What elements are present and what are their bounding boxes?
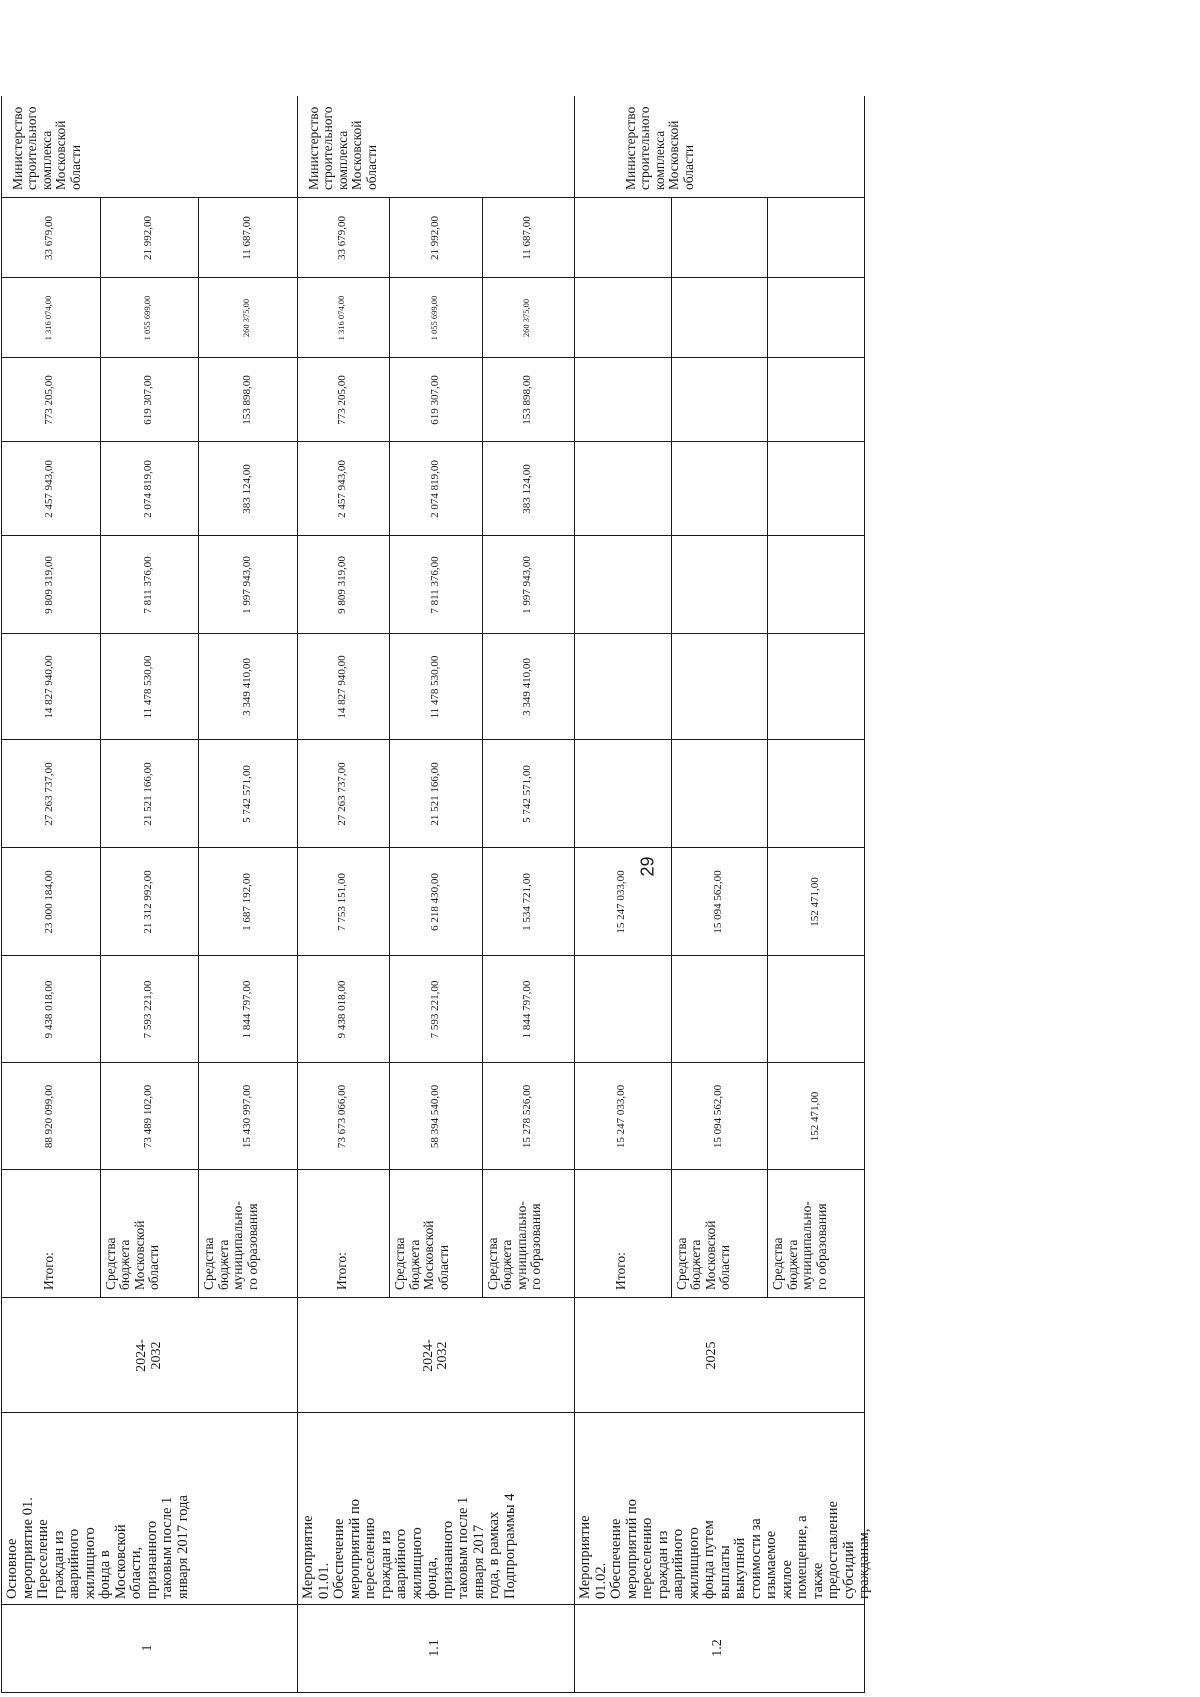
- implementation-period: 2024- 2032: [134, 1339, 164, 1372]
- funding-value: 5 742 571,00: [240, 765, 253, 823]
- funding-source-label: Средства бюджета муниципально- го образования: [770, 1201, 829, 1290]
- grid-line: [574, 357, 864, 358]
- funding-value: 1 055 699,00: [428, 295, 439, 341]
- funding-value: 383 124,00: [520, 464, 533, 514]
- funding-value: 1 055 699,00: [142, 295, 152, 341]
- funding-value: 3 349 410,00: [520, 658, 533, 716]
- row-index: 1.1: [426, 1639, 442, 1657]
- grid-line: [574, 633, 864, 634]
- row-index: 1: [140, 1644, 155, 1652]
- grid-line: [1, 1692, 297, 1693]
- grid-line: [574, 1692, 864, 1693]
- implementation-period: 2025: [704, 1341, 719, 1370]
- funding-source-label: Средства бюджета Московской области: [392, 1220, 451, 1290]
- grid-line: [198, 198, 199, 1298]
- grid-line: [574, 739, 864, 740]
- funding-value: 27 263 737,00: [336, 762, 349, 826]
- funding-value: 619 307,00: [142, 375, 154, 425]
- funding-value: 21 992,00: [428, 216, 441, 260]
- funding-value: 73 673 066,00: [336, 1084, 349, 1149]
- funding-value: 773 205,00: [336, 375, 349, 425]
- funding-value: 1 316 074,00: [43, 295, 54, 341]
- funding-value: 3 349 410,00: [240, 658, 253, 716]
- grid-line: [574, 96, 575, 1693]
- funding-value: 2 074 819,00: [142, 460, 154, 518]
- funding-value: 383 124,00: [240, 464, 253, 514]
- funding-value: 260 375,00: [240, 298, 251, 338]
- responsible-executor: Министерство строительного комплекса Московской области: [10, 106, 83, 190]
- funding-value: 619 307,00: [428, 375, 441, 425]
- funding-value: 21 992,00: [142, 216, 154, 260]
- funding-value: 9 809 319,00: [336, 556, 349, 614]
- funding-value: 33 679,00: [336, 216, 349, 260]
- funding-source-label: Средства бюджета Московской области: [673, 1220, 732, 1290]
- funding-value: 9 438 018,00: [336, 980, 349, 1039]
- grid-line: [389, 198, 390, 1298]
- funding-value: 11 478 530,00: [142, 655, 154, 719]
- funding-source-label: Средства бюджета Московской области: [102, 1220, 161, 1290]
- total-label: Итого:: [334, 1252, 350, 1290]
- page-number: 29: [637, 856, 658, 877]
- grid-line: [671, 198, 672, 1298]
- funding-value: 15 094 562,00: [712, 1084, 724, 1149]
- funding-value: 1 534 721,00: [520, 873, 533, 931]
- funding-value: 1 844 797,00: [240, 980, 253, 1039]
- grid-line: [574, 441, 864, 442]
- funding-value: 773 205,00: [43, 375, 56, 425]
- activity-name: Мероприятие 01.01. Обеспечение мероприятий по переселению граждан из аварийного жилищного фонда, признанного таковым после 1 января 2017 года, в рамках Подпрограммы 4: [300, 1493, 518, 1599]
- funding-value: 7 753 151,00: [336, 873, 349, 931]
- funding-value: 1 997 943,00: [520, 556, 533, 614]
- funding-value: 153 898,00: [520, 375, 533, 425]
- funding-value: 11 478 530,00: [428, 655, 441, 719]
- funding-value: 260 375,00: [520, 298, 531, 338]
- funding-value: 11 687,00: [240, 216, 253, 260]
- total-label: Итого:: [41, 1252, 57, 1290]
- funding-value: 88 920 099,00: [43, 1084, 56, 1149]
- funding-value: 152 471,00: [808, 1091, 821, 1142]
- funding-value: 11 687,00: [520, 216, 533, 260]
- funding-value: 2 074 819,00: [428, 460, 441, 518]
- funding-source-label: Средства бюджета муниципально- го образования: [201, 1201, 260, 1290]
- activity-name: Мероприятие 01.02. Обеспечение мероприятий по переселению граждан из аварийного жилищного фонда путем выплаты выкупной стоимости за изымаемое жилое помещение, а также предоставление субсидий гражданам,: [577, 1498, 872, 1599]
- grid-line: [574, 1604, 864, 1605]
- funding-value: 15 094 562,00: [712, 870, 724, 934]
- funding-value: 2 457 943,00: [43, 460, 56, 518]
- grid-line: [767, 198, 768, 1298]
- row-index: 1.2: [710, 1639, 725, 1657]
- funding-value: 14 827 940,00: [336, 655, 349, 719]
- total-label: Итого:: [613, 1252, 629, 1290]
- responsible-executor: Министерство строительного комплекса Московской области: [306, 106, 379, 190]
- funding-value: 9 809 319,00: [43, 556, 56, 614]
- funding-value: 1 316 074,00: [336, 295, 347, 341]
- funding-value: 1 997 943,00: [240, 556, 253, 614]
- grid-line: [297, 1692, 574, 1693]
- funding-value: 15 247 033,00: [615, 870, 628, 934]
- funding-value: 15 278 526,00: [520, 1084, 533, 1149]
- funding-value: 14 827 940,00: [43, 655, 56, 719]
- funding-value: 6 218 430,00: [428, 873, 441, 931]
- funding-value: 23 000 184,00: [43, 870, 56, 934]
- grid-line: [100, 198, 101, 1298]
- funding-value: 9 438 018,00: [43, 980, 56, 1039]
- activity-name: Основное мероприятие 01. Переселение граждан из аварийного жилищного фонда в Московской области, признанного таковым после 1 января 2017 года: [4, 1495, 191, 1599]
- funding-value: 2 457 943,00: [336, 460, 349, 518]
- funding-value: 73 489 102,00: [142, 1084, 154, 1149]
- funding-value: 7 811 376,00: [428, 556, 441, 614]
- funding-value: 21 521 166,00: [142, 762, 154, 826]
- funding-value: 21 521 166,00: [428, 762, 441, 826]
- funding-value: 152 471,00: [808, 877, 821, 927]
- grid-line: [574, 197, 864, 198]
- funding-value: 153 898,00: [240, 375, 253, 425]
- funding-value: 7 811 376,00: [142, 556, 154, 614]
- grid-line: [482, 198, 483, 1298]
- funding-value: 21 312 992,00: [142, 870, 154, 934]
- grid-line: [574, 535, 864, 536]
- funding-source-label: Средства бюджета муниципально- го образования: [484, 1201, 543, 1290]
- grid-line: [1, 1604, 297, 1605]
- funding-value: 7 593 221,00: [142, 980, 154, 1039]
- funding-value: 5 742 571,00: [520, 765, 533, 823]
- responsible-executor: Министерство строительного комплекса Московской области: [623, 106, 696, 190]
- funding-value: 1 687 192,00: [240, 873, 253, 931]
- funding-value: 58 394 540,00: [428, 1084, 441, 1149]
- funding-value: 7 593 221,00: [428, 980, 441, 1039]
- grid-line: [1, 96, 2, 1693]
- implementation-period: 2024- 2032: [420, 1339, 451, 1372]
- funding-value: 15 430 997,00: [240, 1084, 253, 1149]
- grid-line: [297, 1604, 574, 1605]
- funding-value: 27 263 737,00: [43, 762, 56, 826]
- grid-line: [297, 96, 298, 1693]
- funding-value: 15 247 033,00: [615, 1084, 628, 1149]
- funding-value: 33 679,00: [43, 216, 56, 260]
- funding-value: 1 844 797,00: [520, 980, 533, 1039]
- funding-table: [1, 96, 1176, 1696]
- grid-line: [574, 277, 864, 278]
